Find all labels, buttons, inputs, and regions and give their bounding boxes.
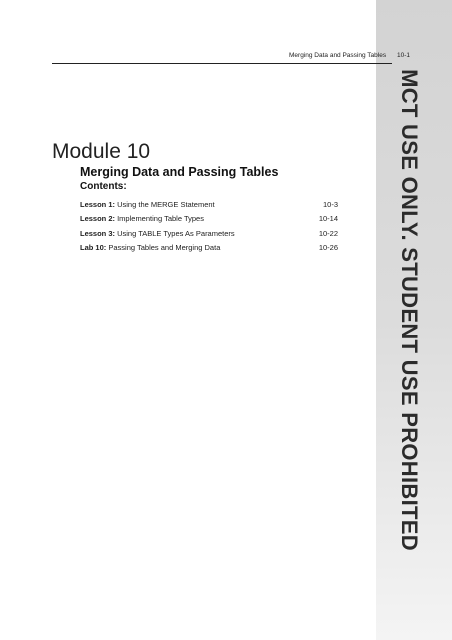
toc-lead: Lesson 3:: [80, 228, 116, 238]
toc-text: Implementing Table Types: [115, 214, 204, 224]
toc-row: [80, 241, 338, 255]
toc-text: Using TABLE Types As Parameters: [115, 228, 235, 238]
toc-page: 10-14: [318, 214, 338, 224]
toc-page: 10-3: [322, 200, 338, 209]
toc-row: [80, 212, 338, 226]
toc-page: 10-26: [318, 243, 338, 253]
running-header-title: Merging Data and Passing Tables: [289, 52, 387, 59]
toc-text: Using the MERGE Statement: [115, 200, 215, 209]
toc-lead: Lab 10:: [80, 243, 107, 253]
header-rule: [52, 63, 392, 64]
watermark: MCT USE ONLY. STUDENT USE PROHIBITED: [397, 69, 422, 551]
toc-row: [80, 198, 338, 212]
table-of-contents: [80, 198, 338, 256]
running-header-page: 10-1: [397, 52, 411, 59]
toc-lead: Lesson 2:: [80, 214, 116, 224]
toc-lead: Lesson 1:: [80, 200, 116, 209]
module-title: Module 10: [52, 140, 151, 163]
toc-page: 10-22: [318, 228, 338, 238]
contents-label: Contents:: [80, 181, 127, 192]
toc-text: Passing Tables and Merging Data: [106, 243, 221, 253]
toc-row: [80, 227, 338, 241]
section-title: Merging Data and Passing Tables: [80, 165, 279, 179]
